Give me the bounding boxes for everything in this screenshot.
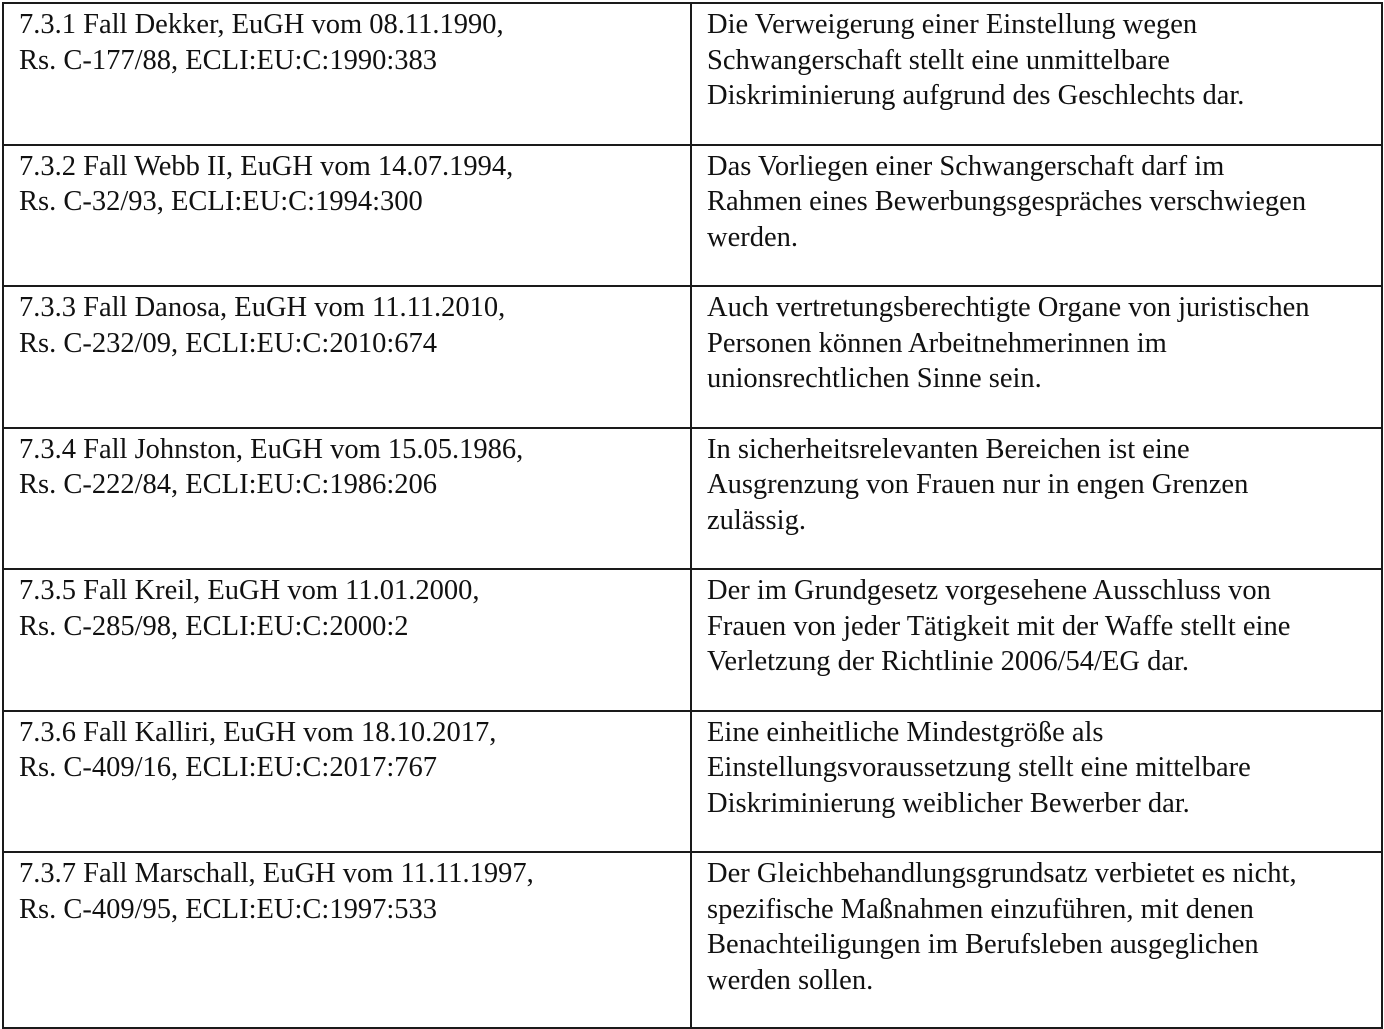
case-citation-cell	[3, 3, 691, 145]
case-citation-line: 7.3.3 Fall Danosa, EuGH vom 11.11.2010,	[19, 292, 506, 323]
case-summary-table	[2, 2, 1383, 1029]
case-citation-line: Rs. C-409/16, ECLI:EU:C:2017:767	[19, 752, 438, 783]
case-summary-line: werden sollen.	[707, 964, 874, 996]
case-citation-line: Rs. C-177/88, ECLI:EU:C:1990:383	[19, 44, 438, 76]
case-citation-line: 7.3.2 Fall Webb II, EuGH vom 14.07.1994,	[19, 150, 514, 182]
case-summary-cell	[691, 428, 1382, 570]
case-summary-cell	[691, 569, 1382, 711]
case-citation-line: 7.3.5 Fall Kreil, EuGH vom 11.01.2000,	[19, 575, 480, 606]
case-citation-cell	[3, 852, 691, 1028]
case-summary-cell	[691, 145, 1382, 287]
case-summary-line: Verletzung der Richtlinie 2006/54/EG dar.	[707, 646, 1190, 677]
case-summary-line: zulässig.	[707, 504, 806, 536]
table-row	[3, 3, 1382, 145]
case-summary-line: unionsrechtlichen Sinne sein.	[707, 363, 1042, 394]
case-citation-cell	[3, 286, 691, 428]
case-summary-line: In sicherheitsrelevanten Bereichen ist eine	[707, 433, 1190, 465]
table-row	[3, 428, 1382, 570]
case-summary-line: Auch vertretungsberechtigte Organe von juristischen	[707, 292, 1310, 323]
case-citation-line: Rs. C-32/93, ECLI:EU:C:1994:300	[19, 186, 423, 217]
case-citation-cell	[3, 145, 691, 287]
case-citation-line: 7.3.7 Fall Marschall, EuGH vom 11.11.1997,	[19, 858, 534, 889]
case-citation-line: Rs. C-285/98, ECLI:EU:C:2000:2	[19, 610, 409, 642]
case-citation-line: 7.3.1 Fall Dekker, EuGH vom 08.11.1990,	[19, 9, 504, 40]
table-row	[3, 286, 1382, 428]
case-summary-cell	[691, 711, 1382, 853]
table-row	[3, 711, 1382, 853]
case-citation-cell	[3, 711, 691, 853]
case-citation-cell	[3, 428, 691, 570]
table-row	[3, 145, 1382, 287]
case-citation-line: 7.3.6 Fall Kalliri, EuGH vom 18.10.2017,	[19, 716, 497, 748]
case-summary-cell	[691, 3, 1382, 145]
table-row	[3, 852, 1382, 1028]
case-summary-cell	[691, 286, 1382, 428]
case-summary-line: Die Verweigerung einer Einstellung wegen	[707, 9, 1198, 40]
case-summary-line: Frauen von jeder Tätigkeit mit der Waffe stellt eine	[707, 610, 1291, 642]
table-row	[3, 569, 1382, 711]
case-summary-line: Eine einheitliche Mindestgröße als	[707, 716, 1104, 748]
case-summary-line: werden.	[707, 221, 798, 253]
case-summary-line: Diskriminierung weiblicher Bewerber dar.	[707, 787, 1190, 819]
case-summary-line: Einstellungsvoraussetzung stellt eine mittelbare	[707, 752, 1251, 783]
case-summary-line: Personen können Arbeitnehmerinnen im	[707, 327, 1167, 359]
case-citation-line: Rs. C-222/84, ECLI:EU:C:1986:206	[19, 469, 438, 500]
case-summary-line: Das Vorliegen einer Schwangerschaft darf im	[707, 150, 1225, 182]
case-summary-cell	[691, 852, 1382, 1028]
case-summary-line: Diskriminierung aufgrund des Geschlechts dar.	[707, 80, 1245, 111]
case-summary-line: Ausgrenzung von Frauen nur in engen Grenzen	[707, 469, 1249, 500]
case-citation-line: Rs. C-409/95, ECLI:EU:C:1997:533	[19, 893, 438, 925]
case-citation-cell	[3, 569, 691, 711]
case-citation-line: Rs. C-232/09, ECLI:EU:C:2010:674	[19, 327, 438, 359]
case-citation-line: 7.3.4 Fall Johnston, EuGH vom 15.05.1986,	[19, 433, 524, 465]
case-summary-line: Der im Grundgesetz vorgesehene Ausschluss von	[707, 575, 1271, 606]
case-summary-line: Der Gleichbehandlungsgrundsatz verbietet es nicht,	[707, 858, 1297, 889]
case-summary-line: Benachteiligungen im Berufsleben ausgeglichen	[707, 929, 1259, 960]
case-summary-line: Rahmen eines Bewerbungsgespräches verschwiegen	[707, 186, 1307, 217]
case-summary-line: Schwangerschaft stellt eine unmittelbare	[707, 44, 1170, 76]
case-summary-line: spezifische Maßnahmen einzuführen, mit denen	[707, 893, 1254, 925]
